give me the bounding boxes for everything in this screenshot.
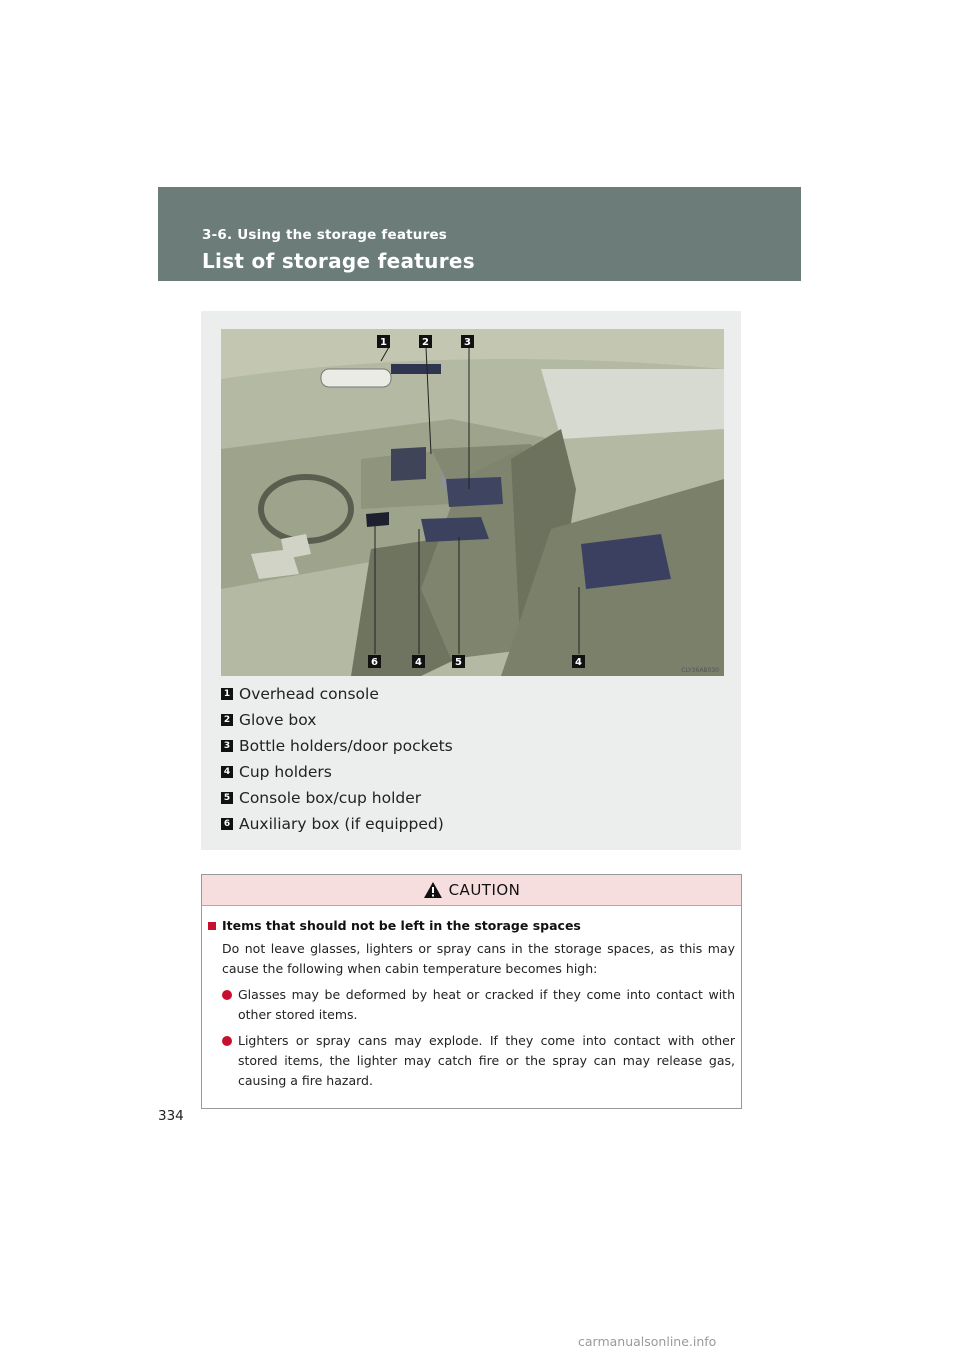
legend-label: Bottle holders/door pockets <box>239 737 453 755</box>
legend-number: 6 <box>221 818 233 830</box>
callout-6: 6 <box>371 657 378 668</box>
legend-item <box>221 681 453 707</box>
callout-5: 5 <box>455 657 462 668</box>
callout-1: 1 <box>380 337 387 348</box>
car-interior-illustration <box>221 329 724 676</box>
square-bullet-icon <box>208 922 216 930</box>
legend-item <box>221 759 453 785</box>
bullet-dot-icon <box>222 1036 232 1046</box>
legend-label: Auxiliary box (if equipped) <box>239 815 444 833</box>
legend-item <box>221 707 453 733</box>
caution-subhead-text: Items that should not be left in the storage spaces <box>222 918 581 933</box>
image-code: CLY36AB030 <box>681 667 719 674</box>
legend-label: Glove box <box>239 711 317 729</box>
section-label: 3-6. Using the storage features <box>202 227 448 243</box>
callout-4a: 4 <box>415 657 422 668</box>
caution-bullet <box>222 1031 735 1091</box>
page-number: 334 <box>158 1108 184 1124</box>
caution-box <box>201 874 742 1109</box>
legend-item <box>221 811 453 837</box>
legend-item <box>221 785 453 811</box>
legend-label: Cup holders <box>239 763 332 781</box>
caution-title: CAUTION <box>448 881 521 899</box>
legend-label: Console box/cup holder <box>239 789 422 807</box>
caution-subhead <box>208 918 735 933</box>
caution-bullet-text: Lighters or spray cans may explode. If they come into contact with other stored items, the lighter may catch fire or the spray can may release gas, causing a fire hazard. <box>238 1033 735 1088</box>
legend <box>221 681 453 837</box>
legend-label: Overhead console <box>239 685 379 703</box>
caution-bullet-text: Glasses may be deformed by heat or cracked if they come into contact with other stored items. <box>238 987 735 1022</box>
callout-4b: 4 <box>575 657 582 668</box>
caution-header <box>202 875 741 906</box>
caution-body <box>202 906 741 1091</box>
caution-bullet <box>222 985 735 1025</box>
callout-3: 3 <box>464 337 471 348</box>
bullet-dot-icon <box>222 990 232 1000</box>
callout-2: 2 <box>422 337 429 348</box>
warning-triangle-icon <box>423 881 443 899</box>
legend-number: 1 <box>221 688 233 700</box>
figure-box <box>201 311 741 850</box>
caution-intro: Do not leave glasses, lighters or spray cans in the storage spaces, as this may cause the following when cabin temperature becomes high: <box>222 941 735 976</box>
section-header <box>158 187 801 281</box>
legend-number: 3 <box>221 740 233 752</box>
watermark: carmanualsonline.info <box>578 1334 717 1349</box>
legend-number: 4 <box>221 766 233 778</box>
page-title: List of storage features <box>202 249 475 273</box>
legend-number: 2 <box>221 714 233 726</box>
legend-number: 5 <box>221 792 233 804</box>
legend-item <box>221 733 453 759</box>
